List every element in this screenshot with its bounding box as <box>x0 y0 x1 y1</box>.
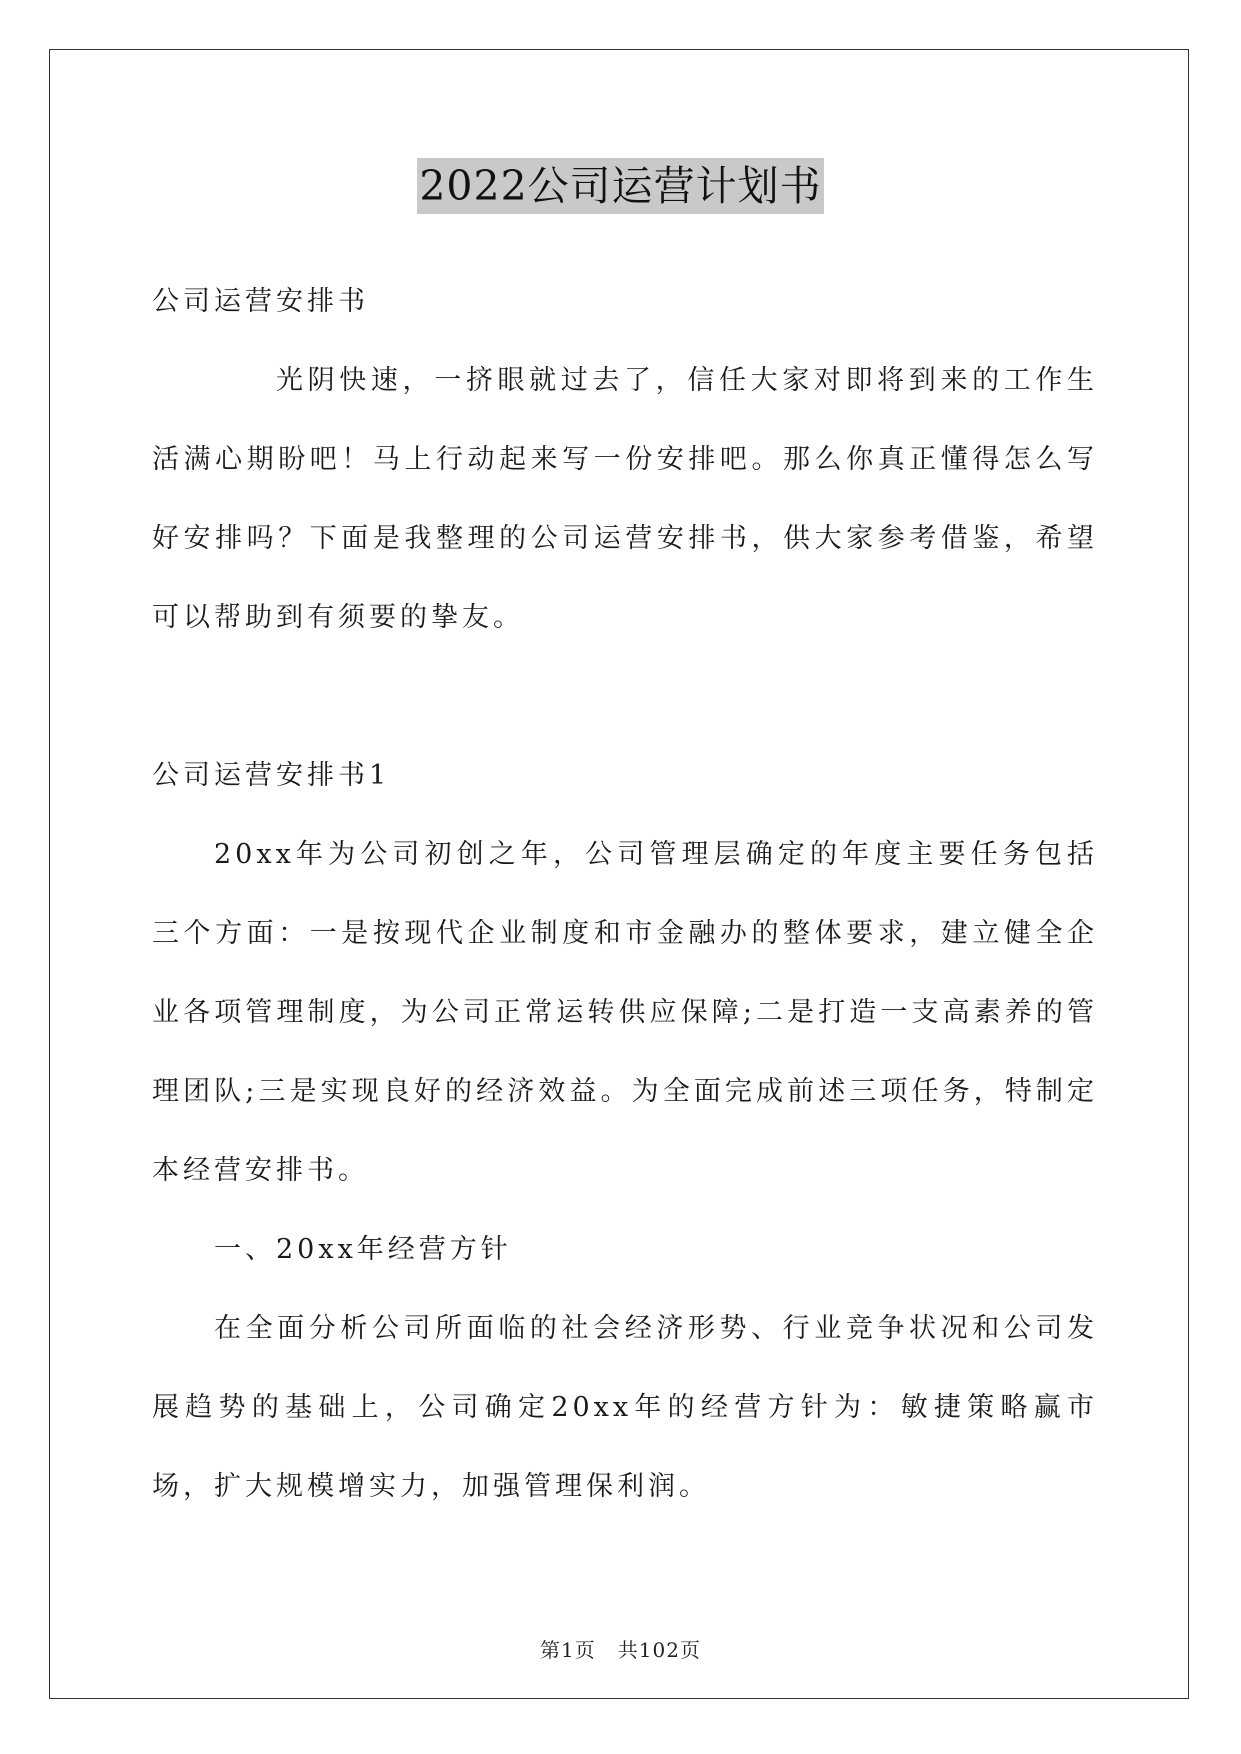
page-total: 共102页 <box>617 1638 701 1662</box>
title-container <box>0 158 1241 214</box>
section-heading: 公司运营安排书1 <box>152 760 391 791</box>
page-footer <box>0 1634 1241 1663</box>
blank-line <box>152 657 1098 736</box>
section-paragraph: 20xx年为公司初创之年，公司管理层确定的年度主要任务包括三个方面：一是按现代企业制度和市金融办的整体要求，建立健全企业各项管理制度，为公司正常运转供应保障;二是打造一支高素养的管理团队;三是实现良好的经济效益。为全面完成前述三项任务，特制定本经营安排书。 <box>152 839 1098 1186</box>
document-body <box>152 262 1098 1526</box>
intro-paragraph: 光阴快速，一挤眼就过去了，信任大家对即将到来的工作生活满心期盼吧！马上行动起来写一份安排吧。那么你真正懂得怎么写好安排吗？下面是我整理的公司运营安排书，供大家参考借鉴，希望可以帮助到有须要的挚友。 <box>152 365 1098 633</box>
subtitle: 公司运营安排书 <box>152 286 369 317</box>
page-number: 第1页 <box>540 1638 596 1662</box>
section-paragraph-2: 在全面分析公司所面临的社会经济形势、行业竞争状况和公司发展趋势的基础上，公司确定20xx年的经营方针为：敏捷策略赢市场，扩大规模增实力，加强管理保利润。 <box>152 1313 1098 1502</box>
document-title: 2022公司运营计划书 <box>417 158 823 214</box>
subsection-heading: 一、20xx年经营方针 <box>214 1234 512 1265</box>
